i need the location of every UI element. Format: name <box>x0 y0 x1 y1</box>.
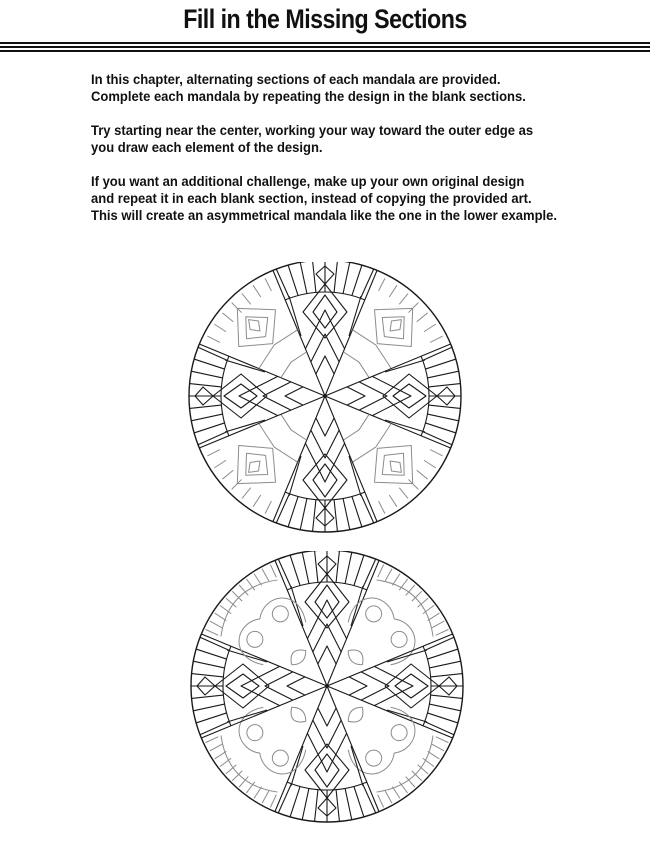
mandala-asymmetric <box>0 551 650 841</box>
mandala-provided-section <box>273 262 377 396</box>
mandala-artwork <box>189 262 461 532</box>
page-title: Fill in the Missing Sections <box>183 4 467 34</box>
mandala-provided-section <box>191 634 327 738</box>
mandala-provided-section <box>273 396 377 532</box>
mandala-blank-section <box>200 678 335 813</box>
mandala-provided-section <box>275 551 379 686</box>
mandala-provided-section <box>189 344 325 448</box>
instruction-paragraph <box>91 122 611 156</box>
mandala-blank-section <box>319 559 454 694</box>
mandala-provided-section <box>275 686 379 822</box>
instruction-paragraph <box>91 71 611 105</box>
mandala-blank-section <box>203 398 323 518</box>
mandala-provided-section <box>327 634 463 738</box>
instruction-paragraph <box>91 173 611 224</box>
mandala-provided-section <box>325 344 461 448</box>
instruction-line: Try starting near the center, working your way toward the outer edge as <box>91 122 534 138</box>
mandala-symmetric <box>0 262 650 552</box>
mandala-center <box>323 394 327 398</box>
instruction-line: In this chapter, alternating sections of each mandala are provided. <box>91 71 501 87</box>
title-rule <box>0 42 650 56</box>
instruction-line: Complete each mandala by repeating the design in the blank sections. <box>91 88 526 104</box>
mandala-artwork <box>191 551 463 822</box>
mandala-blank-section <box>319 678 454 813</box>
instructions <box>91 71 611 241</box>
instruction-line: If you want an additional challenge, make up your own original design <box>91 173 525 189</box>
mandala-blank-section <box>200 559 335 694</box>
instruction-line: you draw each element of the design. <box>91 139 323 155</box>
instruction-line: This will create an asymmetrical mandala like the one in the lower example. <box>91 207 558 223</box>
mandala-blank-section <box>327 274 447 394</box>
mandala-center <box>325 684 329 688</box>
mandala-blank-section <box>327 398 447 518</box>
instruction-line: and repeat it in each blank section, instead of copying the provided art. <box>91 190 532 206</box>
mandala-blank-section <box>203 274 323 394</box>
